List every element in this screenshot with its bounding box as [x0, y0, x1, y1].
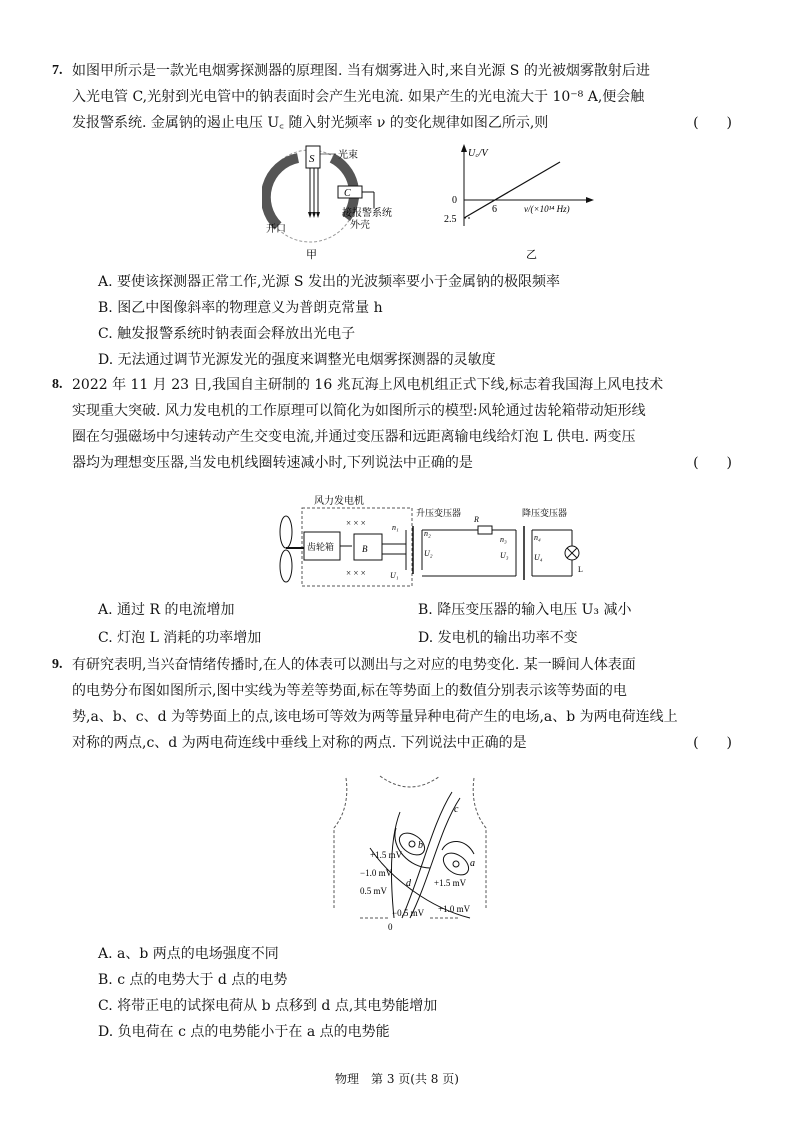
label-opening: 开口	[266, 224, 286, 235]
svg-text:× × ×: × × ×	[346, 568, 366, 578]
label-generator: 风力发电机	[314, 496, 364, 507]
label-gearbox: 齿轮箱	[307, 542, 335, 552]
label-step-up: 升压变压器	[416, 508, 462, 518]
question-7	[52, 58, 732, 136]
label-zero: 0	[388, 922, 393, 932]
label-p15b: +1.5 mV	[434, 878, 467, 888]
label-shell: 外壳	[350, 220, 370, 231]
question-text-last: 发报警系统. 金属钠的遏止电压 U꜀ 随入射光频率 ν 的变化规律如图乙所示,则 ( )	[72, 110, 732, 136]
label-c: c	[454, 804, 459, 815]
label-n3: n₃	[500, 535, 507, 544]
label-n1: n₁	[392, 523, 399, 532]
page-footer: 物理 第 3 页(共 8 页)	[335, 1072, 459, 1086]
axis-xlabel: ν/(×10¹⁴ Hz)	[524, 204, 570, 214]
question-text-last: 对称的两点,c、d 为两电荷连线中垂线上对称的两点. 下列说法中正确的是 ( )	[72, 730, 732, 756]
label-b: b	[418, 840, 423, 851]
x-tick: 6	[492, 204, 497, 215]
label-u1: U₁	[390, 571, 399, 580]
option-b: B. c 点的电势大于 d 点的电势	[98, 972, 288, 988]
caption-a: 甲	[306, 249, 317, 261]
caption-b: 乙	[526, 249, 537, 261]
question-text: 势,a、b、c、d 为等势面上的点,该电场可等效为两等量异种电荷产生的电场,a、b 为两电荷连线上	[72, 709, 678, 725]
axis-origin: 0	[452, 195, 457, 206]
label-m05: −0.5 mV	[392, 908, 425, 918]
label-u2: U₂	[424, 549, 433, 558]
option-c: C. 将带正电的试探电荷从 b 点移到 d 点,其电势能增加	[98, 998, 438, 1014]
option-a: A. 要使该探测器正常工作,光源 S 发出的光波频率要小于金属钠的极限频率	[98, 274, 560, 290]
svg-text:× × ×: × × ×	[346, 518, 366, 528]
label-b: B	[362, 544, 368, 554]
option-c: C. 触发报警系统时钠表面会释放出光电子	[98, 326, 356, 342]
figure-wind-power-circuit	[272, 490, 592, 590]
label-c: C	[344, 188, 351, 199]
question-9	[52, 652, 732, 756]
figure-stopping-voltage-graph	[440, 140, 600, 262]
question-number: 9.	[52, 657, 63, 672]
label-p15a: +1.5 mV	[370, 850, 403, 860]
option-d: D. 无法通过调节光源发光的强度来调整光电烟雾探测器的灵敏度	[98, 352, 496, 368]
option-b: B. 图乙中图像斜率的物理意义为普朗克常量 h	[98, 300, 383, 316]
question-number: 8.	[52, 377, 63, 392]
label-beam: 光束	[338, 150, 358, 161]
label-s: S	[309, 153, 315, 165]
option-c: C. 灯泡 L 消耗的功率增加	[98, 630, 262, 646]
y-tick: 2.5	[444, 214, 457, 225]
label-r: R	[474, 515, 479, 524]
option-b: B. 降压变压器的输入电压 U₃ 减小	[418, 602, 632, 618]
answer-bracket: ( )	[693, 455, 732, 471]
question-text: 2022 年 11 月 23 日,我国自主研制的 16 兆瓦海上风电机组正式下线,标志着我国海上风电技术	[72, 377, 664, 393]
axis-ylabel: U꜀/V	[468, 148, 488, 159]
question-text: 如图甲所示是一款光电烟雾探测器的原理图. 当有烟雾进入时,来自光源 S 的光被烟雾散射后进	[72, 63, 650, 79]
figure-smoke-detector	[262, 140, 422, 262]
figure-body-potential	[330, 768, 490, 934]
label-n2: n₂	[424, 529, 431, 538]
question-number: 7.	[52, 63, 63, 78]
label-d: d	[406, 878, 411, 889]
question-text: 有研究表明,当兴奋情绪传播时,在人的体表可以测出与之对应的电势变化. 某一瞬间人体表面	[72, 657, 636, 673]
question-text: 的电势分布图如图所示,图中实线为等差等势面,标在等势面上的数值分别表示该等势面的电	[72, 683, 627, 699]
label-u4: U₄	[534, 553, 543, 562]
question-text-last: 器均为理想变压器,当发电机线圈转速减小时,下列说法中正确的是 ( )	[72, 450, 732, 476]
option-a: A. a、b 两点的电场强度不同	[98, 946, 279, 962]
question-8	[52, 372, 732, 476]
label-a: a	[470, 858, 475, 869]
question-text: 圈在匀强磁场中匀速转动产生交变电流,并通过变压器和远距离输电线给灯泡 L 供电. 两变压	[72, 429, 636, 445]
question-text: 入光电管 C,光射到光电管中的钠表面时会产生光电流. 如果产生的光电流大于 10⁻⁸ A,便会触	[72, 89, 645, 105]
label-l: L	[578, 565, 583, 574]
question-text: 实现重大突破. 风力发电机的工作原理可以简化为如图所示的模型:风轮通过齿轮箱带动矩形线	[72, 403, 646, 419]
label-p05: 0.5 mV	[360, 886, 387, 896]
label-alarm: 接报警系统	[342, 208, 392, 219]
label-n4: n₄	[534, 533, 541, 542]
answer-bracket: ( )	[693, 115, 732, 131]
option-a: A. 通过 R 的电流增加	[98, 602, 235, 618]
label-m10: −1.0 mV	[360, 868, 393, 878]
answer-bracket: ( )	[693, 735, 732, 751]
label-step-down: 降压变压器	[522, 508, 568, 518]
label-u3: U₃	[500, 551, 509, 560]
label-p10: +1.0 mV	[438, 904, 471, 914]
option-d: D. 负电荷在 c 点的电势能小于在 a 点的电势能	[98, 1024, 390, 1040]
option-d: D. 发电机的输出功率不变	[418, 630, 578, 646]
